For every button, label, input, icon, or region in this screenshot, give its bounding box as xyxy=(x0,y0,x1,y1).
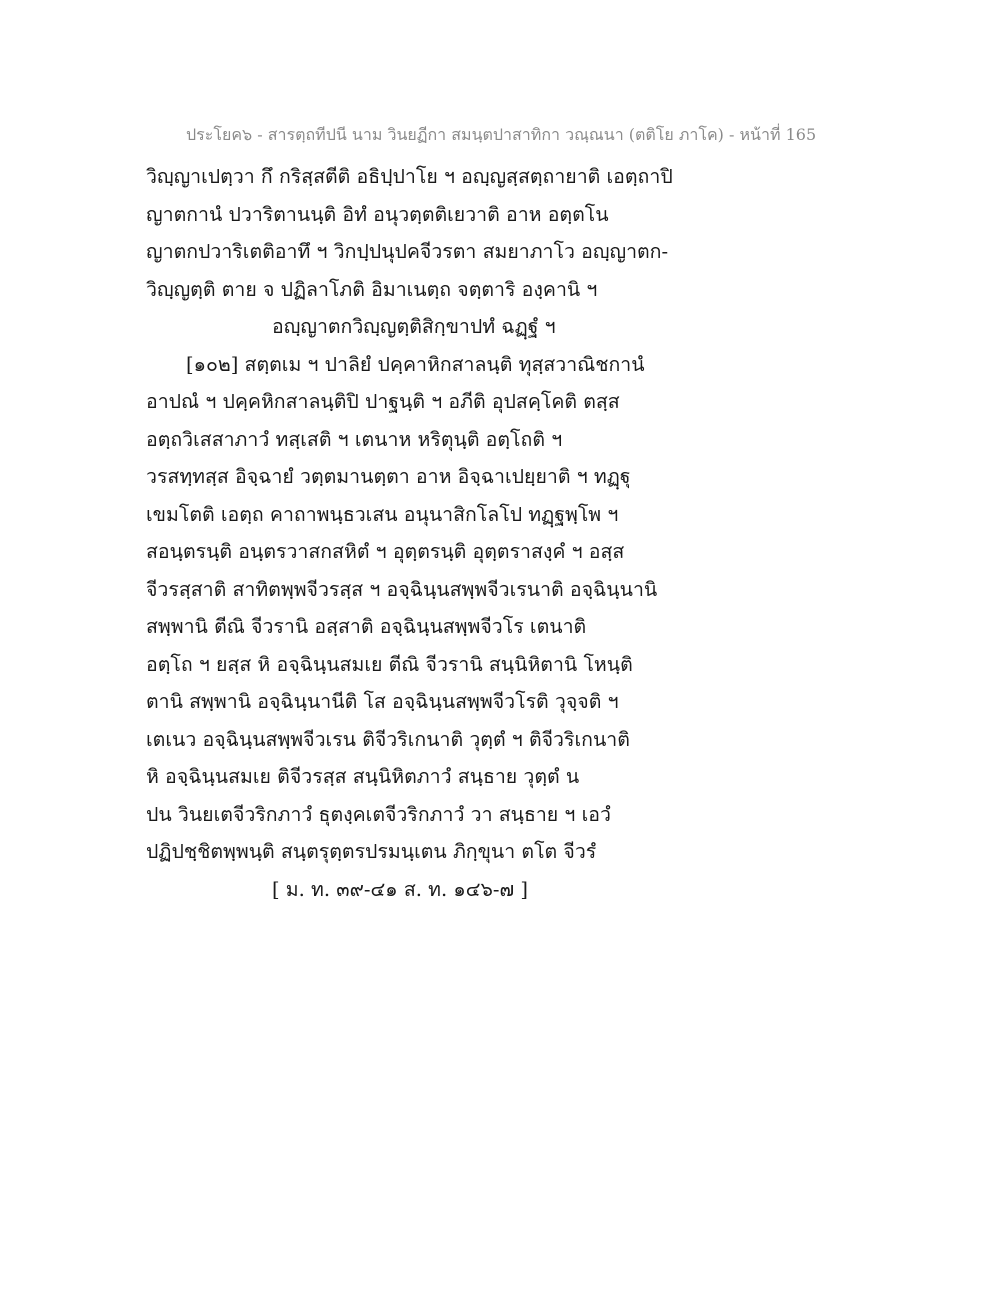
text-line-paragraph-start: [๑๐๒] สตฺตเม ฯ ปาลิยํ ปคฺคาหิกสาลนฺติ ทุสฺสวาณิชกานํ xyxy=(186,352,645,376)
body-text xyxy=(146,158,686,908)
text-line: จีวรสฺสาติ สาทิตพฺพจีวรสฺส ฯ อจฺฉินฺนสพฺพจีวเรนาติ อจฺฉินฺนานิ xyxy=(146,577,658,601)
text-line: ญาตกานํ ปวาริตานนฺติ อิทํ อนุวตฺตติเยวาติ อาห อตฺตโน xyxy=(146,202,609,226)
text-line: วิญฺญาเปตฺวา กึ กริสฺสตีติ อธิปฺปาโย ฯ อญฺญสฺสตฺถายาติ เอตฺถาปิ xyxy=(146,165,673,188)
section-title: อญฺญาตกวิญฺญตฺติสิกฺขาปทํ ฉฏฺฐํ ฯ xyxy=(272,315,556,338)
text-line: อาปณํ ฯ ปคฺคหิกสาลนฺติปิ ปาฐนฺติ ฯ อภีติ อุปสคฺโคติ ตสฺส xyxy=(146,390,620,413)
text-line: สพฺพานิ ตีณิ จีวรานิ อสฺสาติ อจฺฉินฺนสพฺพจีวโร เตนาติ xyxy=(146,615,587,638)
text-line: เขมโตติ เอตฺถ คาถาพนฺธวเสน อนุนาสิกโลโป ทฏฺฐพฺโพ ฯ xyxy=(146,502,619,526)
text-line: ตานิ สพฺพานิ อจฺฉินฺนานีติ โส อจฺฉินฺนสพฺพจีวโรติ วุจฺจติ ฯ xyxy=(146,690,619,713)
text-line: วรสทฺทสฺส อิจฺฉายํ วตฺตมานตฺตา อาห อิจฺฉาเปยฺยาติ ฯ ทฏฺฐุ xyxy=(146,465,631,488)
text-line: ญาตกปวาริเตติอาทึ ฯ วิกปฺปนุปคจีวรตา สมยาภาโว อญฺญาตก- xyxy=(146,240,669,263)
text-line: เตเนว อจฺฉินฺนสพฺพจีวเรน ติจีวริเกนาติ วุตฺตํ ฯ ติจีวริเกนาติ xyxy=(146,727,630,751)
text-line: อตฺโถ ฯ ยสฺส หิ อจฺฉินฺนสมเย ตีณิ จีวรานิ สนฺนิหิตานิ โหนฺติ xyxy=(146,652,633,676)
text-line: อตฺถวิเสสาภาวํ ทสฺเสติ ฯ เตนาห หริตุนฺติ อตฺโถติ ฯ xyxy=(146,427,563,451)
reference-citation: [ ม. ท. ๓๙-๔๑ ส. ท. ๑๔๖-๗ ] xyxy=(272,877,528,901)
text-line: หิ อจฺฉินฺนสมเย ติจีวรสฺส สนฺนิหิตภาวํ สนฺธาย วุตฺตํ น xyxy=(146,765,580,788)
text-line: สอนฺตรนฺติ อนฺตรวาสกสหิตํ ฯ อุตฺตรนฺติ อุตฺตราสงฺคํ ฯ อสฺส xyxy=(146,540,625,563)
running-header: ประโยค๖ - สารตฺถทีปนี นาม วินยฏีกา สมนฺตปาสาทิกา วณฺณนา (ตติโย ภาโค) - หน้าที่ 165 xyxy=(186,125,817,144)
text-line: ปฏิปชฺชิตพฺพนฺติ สนฺตรุตฺตรปรมนฺเตน ภิกฺขุนา ตโต จีวรํ xyxy=(146,840,597,863)
text-line: ปน วินยเตจีวริกภาวํ ธุตงฺคเตจีวริกภาวํ วา สนฺธาย ฯ เอวํ xyxy=(146,802,611,826)
text-line: วิญฺญตฺติ ตาย จ ปฏิลาโภติ อิมาเนตฺถ จตฺตาริ องฺคานิ ฯ xyxy=(146,277,598,301)
